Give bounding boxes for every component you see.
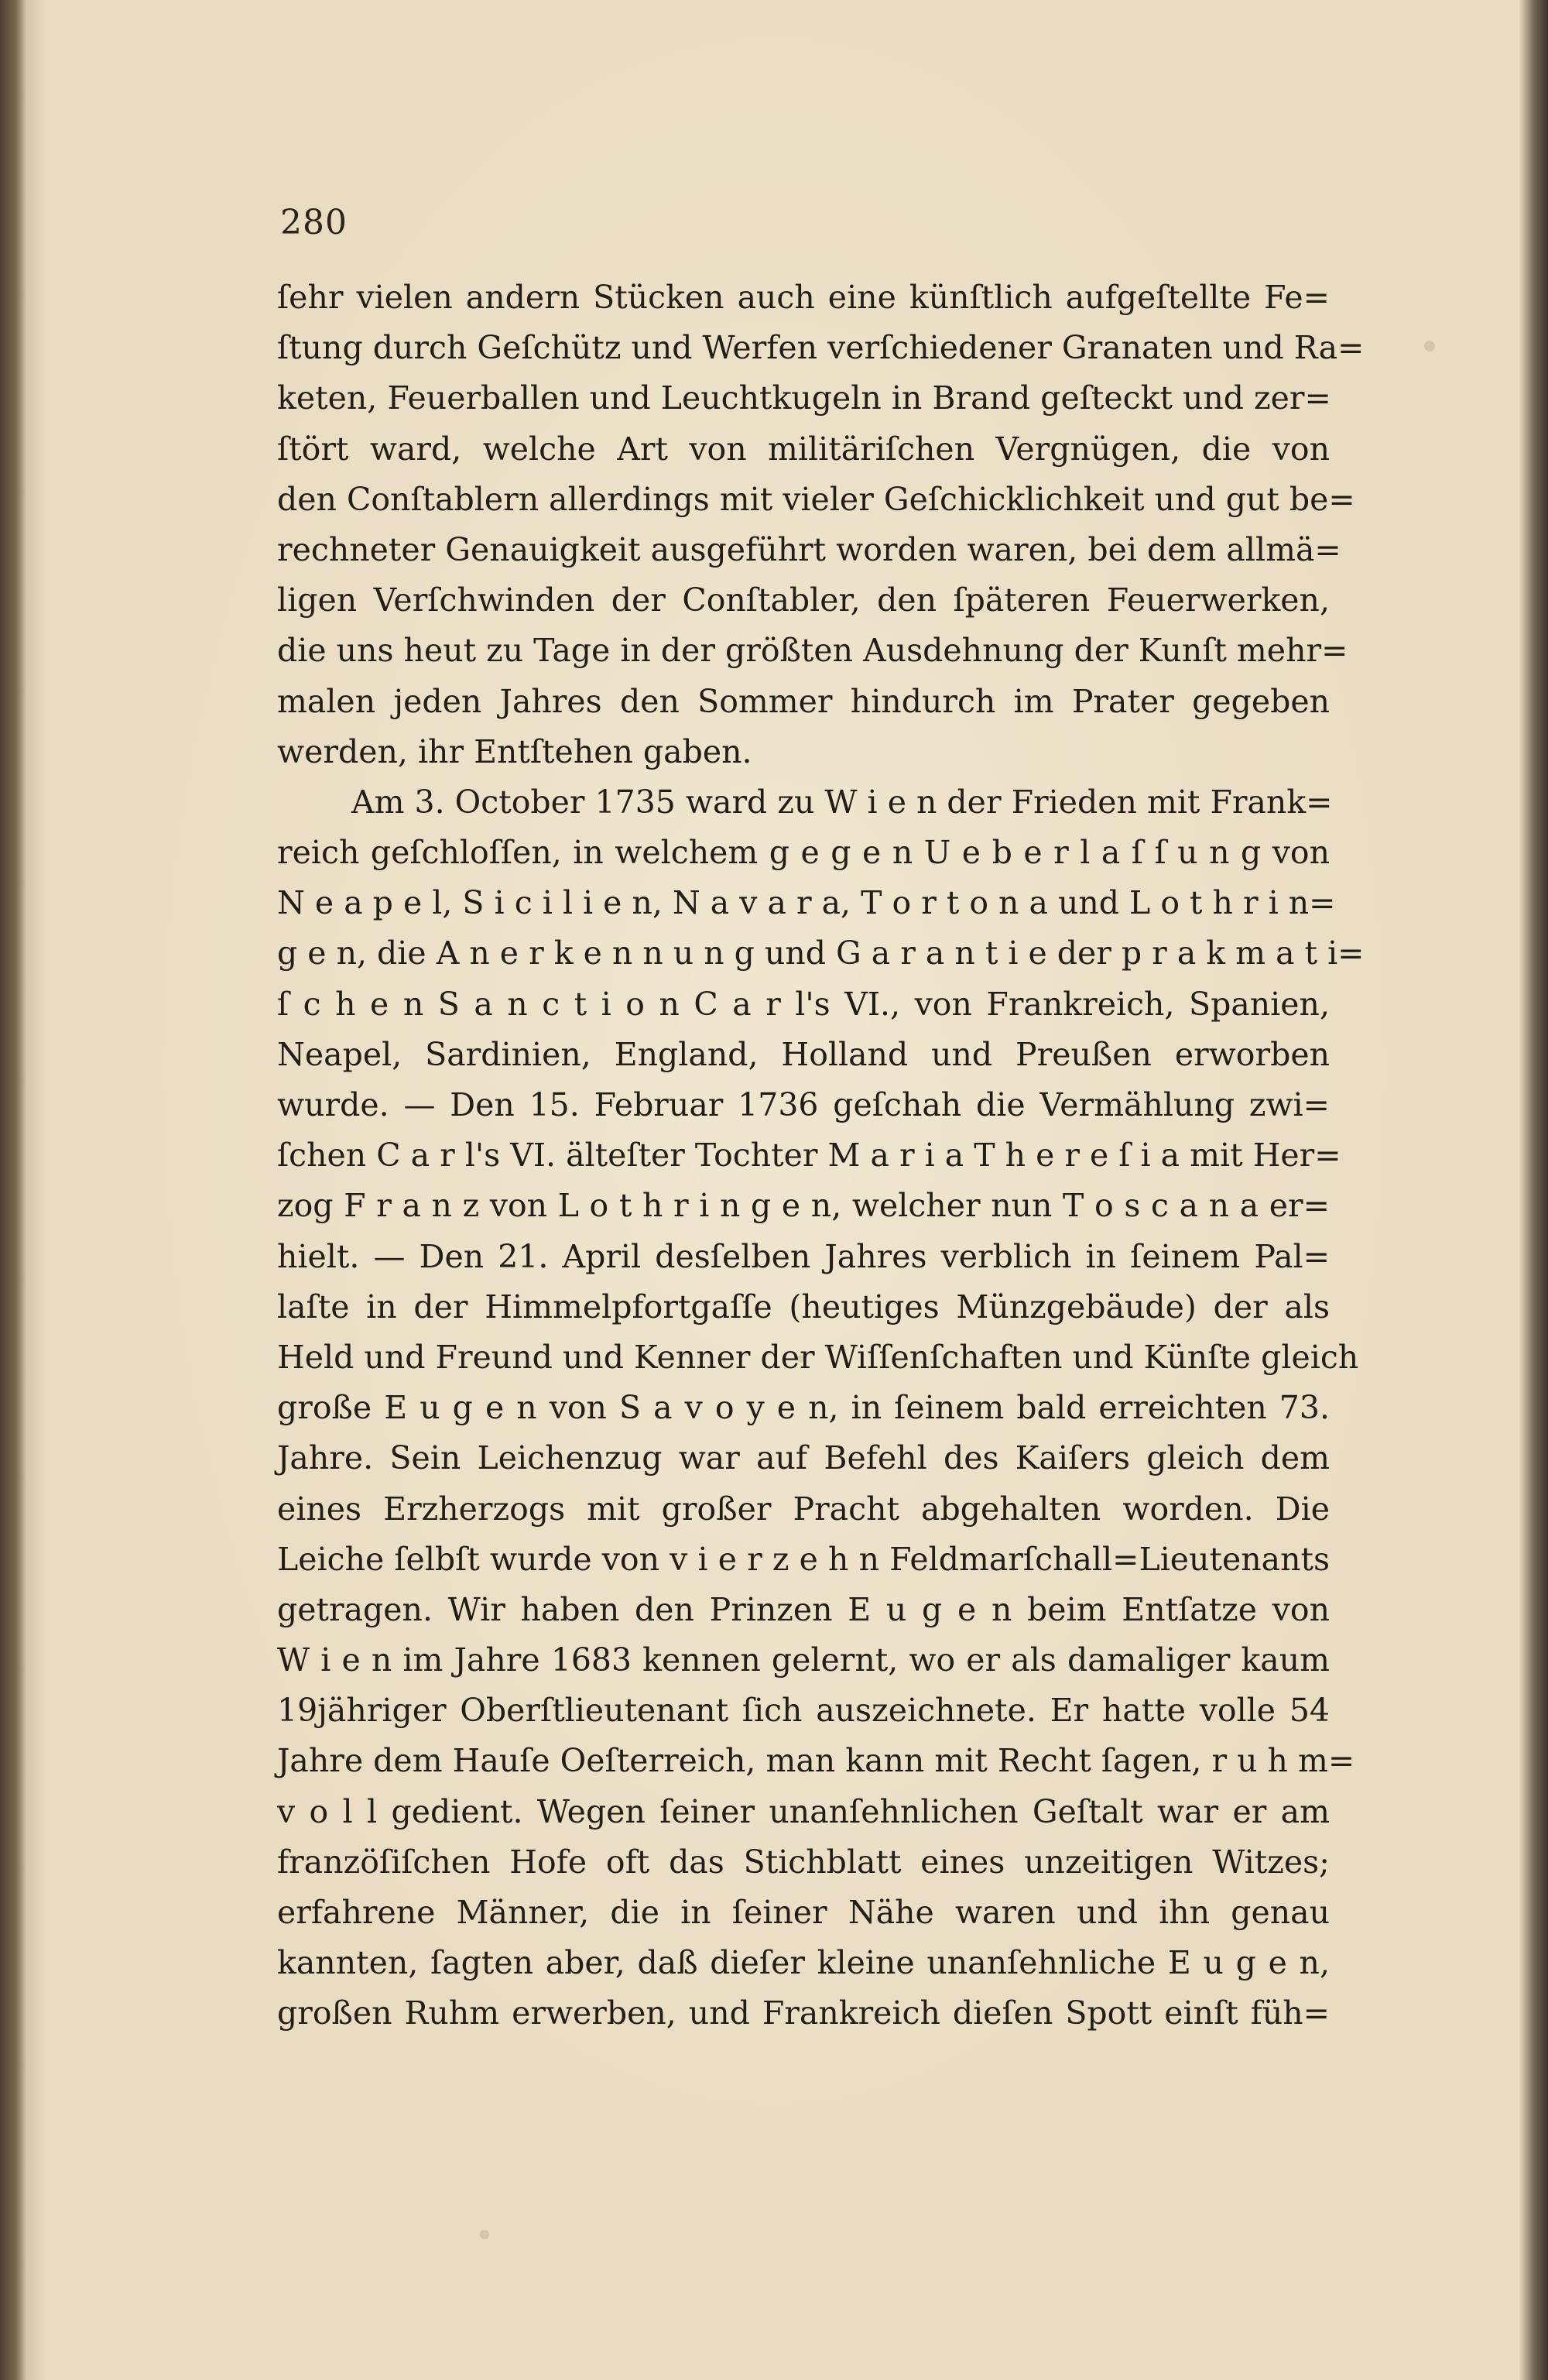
text-line: rechneter Genauigkeit ausgeführt worden waren, bei dem allmä= <box>277 530 1341 568</box>
text-line: ſtört ward, welche Art von militäriſchen Vergnügen, die von <box>277 430 1330 468</box>
text-line: Neapel, Sardinien, England, Holland und Preußen erworben <box>277 1035 1330 1073</box>
text-line: den Conſtablern allerdings mit vieler Geſchicklichkeit und gut be= <box>277 480 1355 518</box>
text-line: ſtung durch Geſchütz und Werfen verſchiedener Granaten und Ra= <box>277 329 1365 367</box>
text-line: W i e n im Jahre 1683 kennen gelernt, wo er als damaliger kaum <box>277 1641 1330 1679</box>
text-line: erfahrene Männer, die in ſeiner Nähe waren und ihn genau <box>277 1894 1330 1931</box>
text-line: ligen Verſchwinden der Conſtabler, den ſpäteren Feuerwerken, <box>277 581 1330 619</box>
text-line: großen Ruhm erwerben, und Frankreich dieſen Spott einſt füh= <box>277 1994 1330 2032</box>
text-line: ſchen C a r l's VI. älteſter Tochter M a r i a T h e r e ſ i a mit Her= <box>277 1137 1341 1175</box>
foxing-spot <box>480 2230 489 2239</box>
text-line: laſte in der Himmelpfortgaſſe (heutiges Münzgebäude) der als <box>277 1288 1330 1325</box>
text-line: Jahre dem Hauſe Oeſterreich, man kann mit Recht ſagen, r u h m= <box>277 1742 1355 1780</box>
text-line: werden, ihr Entſtehen gaben. <box>277 732 752 770</box>
text-line: Held und Freund und Kenner der Wiſſenſchaften und Künſte gleich <box>277 1338 1359 1376</box>
text-line: keten, Feuerballen und Leuchtkugeln in Brand geſteckt und zer= <box>277 379 1331 417</box>
text-line: große E u g e n von S a v o y e n, in ſeinem bald erreichten 73. <box>277 1389 1330 1427</box>
text-line: reich geſchloſſen, in welchem g e g e n U e b e r l a ſ ſ u n g von <box>277 834 1330 872</box>
text-line: N e a p e l, S i c i l i e n, N a v a r a, T o r t o n a und L o t h r i n= <box>277 884 1336 922</box>
text-line: franzöſiſchen Hofe oft das Stichblatt eines unzeitigen Witzes; <box>277 1843 1330 1881</box>
text-line: 19jähriger Oberſtlieutenant ſich auszeichnete. Er hatte volle 54 <box>277 1692 1330 1730</box>
text-line: eines Erzherzogs mit großer Pracht abgehalten worden. Die <box>277 1490 1330 1528</box>
text-line: kannten, ſagten aber, daß dieſer kleine unanſehnliche E u g e n, <box>277 1944 1330 1982</box>
text-line: Leiche ſelbſt wurde von v i e r z e h n Feldmarſchall=Lieutenants <box>277 1540 1330 1578</box>
text-line: ſehr vielen andern Stücken auch eine künſtlich aufgeſtellte Fe= <box>277 279 1330 316</box>
text-line: hielt. — Den 21. April desſelben Jahres verblich in ſeinem Pal= <box>277 1237 1330 1275</box>
text-line: malen jeden Jahres den Sommer hindurch im Prater gegeben <box>277 682 1330 720</box>
text-line: getragen. Wir haben den Prinzen E u g e n beim Entſatze von <box>277 1590 1330 1628</box>
paragraph-start-line: Am 3. October 1735 ward zu W i e n der Frieden mit Frank= <box>351 783 1333 821</box>
body-text <box>277 273 1365 2039</box>
page-edge-shadow <box>1519 0 1548 2380</box>
text-line: wurde. — Den 15. Februar 1736 geſchah die Vermählung zwi= <box>277 1086 1330 1123</box>
foxing-spot <box>1424 341 1435 352</box>
text-line: zog F r a n z von L o t h r i n g e n, welcher nun T o s c a n a er= <box>277 1187 1330 1225</box>
text-line: die uns heut zu Tage in der größten Ausdehnung der Kunſt mehr= <box>277 632 1348 670</box>
text-line: g e n, die A n e r k e n n u n g und G a r a n t i e der p r a k m a t i= <box>277 935 1365 972</box>
text-line: ſ c h e n S a n c t i o n C a r l's VI., von Frankreich, Spanien, <box>277 985 1330 1023</box>
text-line: Jahre. Sein Leichenzug war auf Befehl des Kaiſers gleich dem <box>277 1439 1330 1477</box>
text-line: v o l l gedient. Wegen ſeiner unanſehnlichen Geſtalt war er am <box>277 1792 1330 1830</box>
page-binding-shadow <box>0 0 26 2380</box>
page-number: 280 <box>280 203 348 242</box>
